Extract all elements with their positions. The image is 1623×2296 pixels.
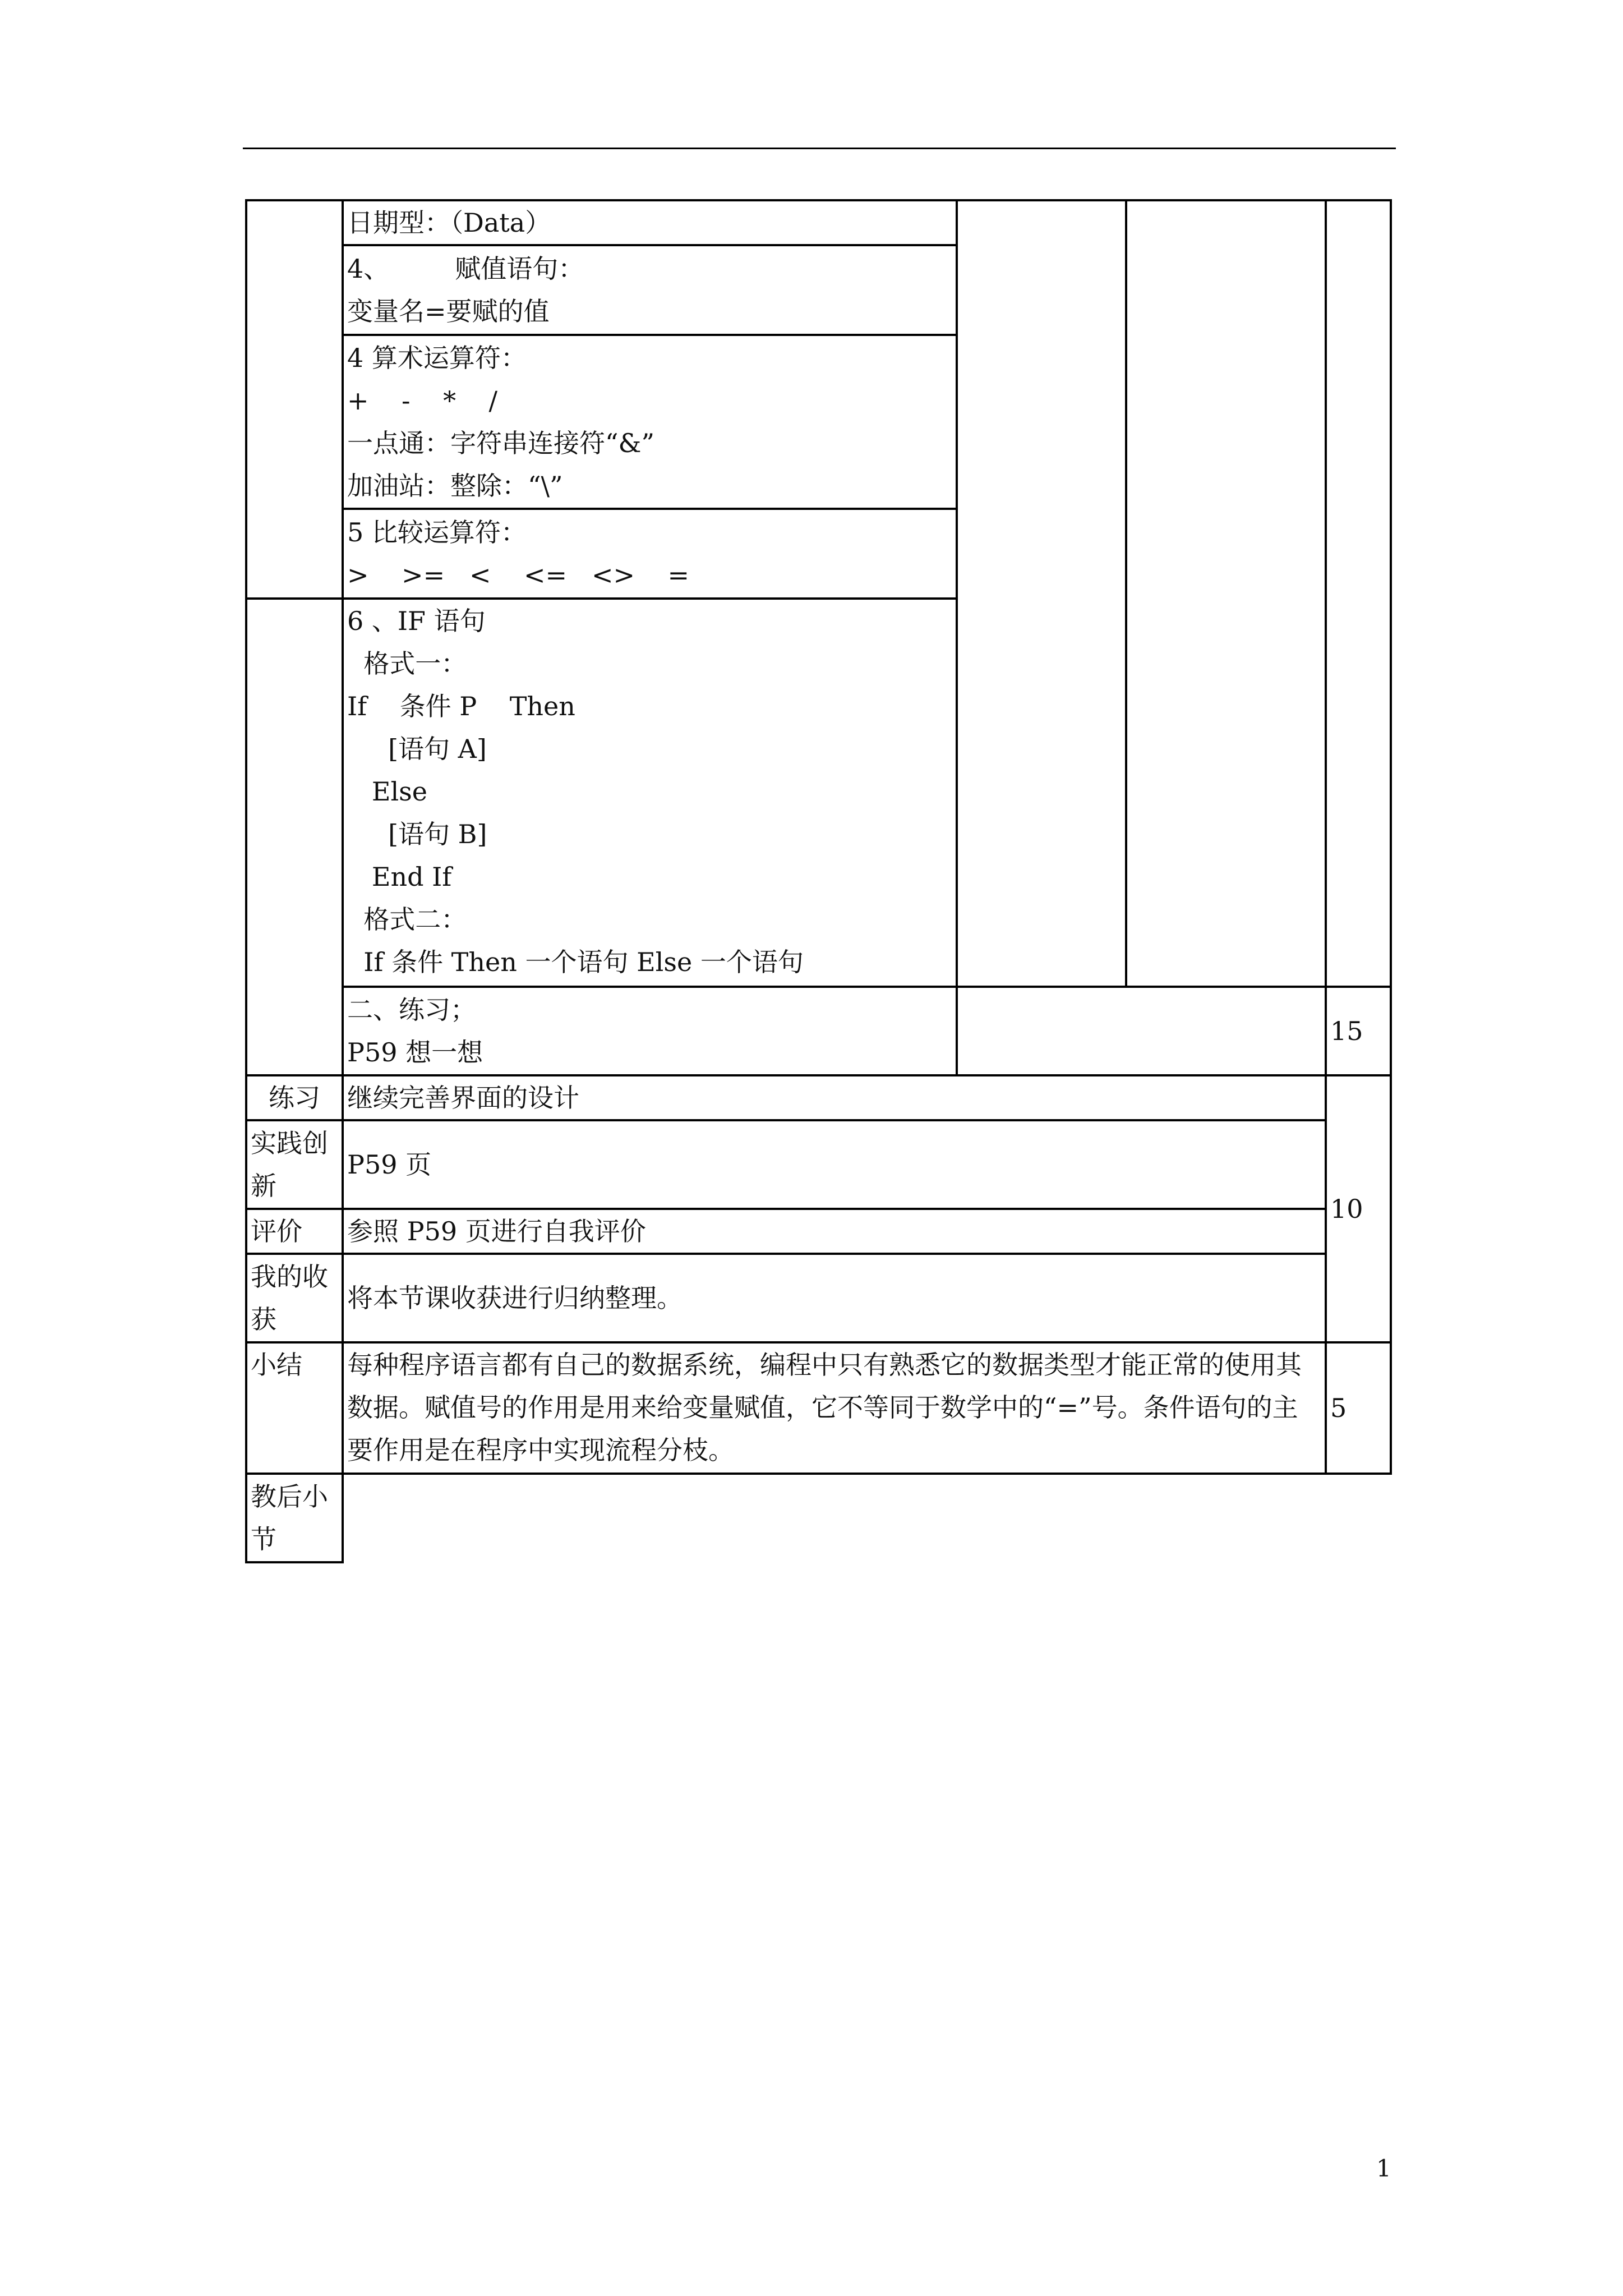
assign-line: 变量名=要赋的值 bbox=[347, 296, 550, 326]
summary-label: 小结 bbox=[251, 1350, 302, 1380]
minutes-cell-1 bbox=[1326, 200, 1391, 987]
assign-line: 4、 赋值语句： bbox=[347, 254, 584, 284]
exercise-line: 二、练习； bbox=[347, 995, 476, 1025]
header-rule bbox=[243, 148, 1396, 149]
if-line: End If bbox=[347, 862, 452, 892]
date-type-cell bbox=[343, 200, 957, 245]
practice-label: 练习 bbox=[269, 1083, 320, 1113]
innovation-text: P59 页 bbox=[347, 1149, 432, 1180]
innovation-label: 实践创新 bbox=[251, 1128, 328, 1201]
exercise-blank-cell bbox=[957, 987, 1326, 1075]
intent-cell bbox=[1126, 200, 1326, 987]
if-line: If 条件 Then 一个语句 Else 一个语句 bbox=[347, 947, 804, 977]
summary-minutes: 5 bbox=[1330, 1393, 1347, 1423]
phase-cell-2 bbox=[246, 599, 343, 1075]
exercise-cell bbox=[343, 987, 957, 1075]
compare-line: > >= < <= <> = bbox=[347, 560, 690, 590]
afterclass-label-cell bbox=[246, 1474, 343, 1562]
summary-minutes-cell bbox=[1326, 1342, 1391, 1474]
summary-text-cell bbox=[343, 1342, 1326, 1474]
harvest-label: 我的收获 bbox=[251, 1262, 328, 1335]
summary-label-cell bbox=[246, 1342, 343, 1474]
phase-cell-1 bbox=[246, 200, 343, 599]
practice-text: 继续完善界面的设计 bbox=[347, 1083, 579, 1113]
compare-cell bbox=[343, 509, 957, 599]
arith-line: 一点通：字符串连接符“&” bbox=[347, 428, 654, 458]
evaluation-text: 参照 P59 页进行自我评价 bbox=[347, 1216, 646, 1246]
if-line: Else bbox=[347, 776, 427, 807]
practice-label-cell bbox=[246, 1075, 343, 1120]
date-type-text: 日期型：（Data） bbox=[347, 208, 551, 238]
group-minutes: 10 bbox=[1330, 1194, 1363, 1224]
evaluation-label: 评价 bbox=[251, 1216, 302, 1246]
innovation-label-cell bbox=[246, 1120, 343, 1209]
harvest-text-cell bbox=[343, 1254, 1326, 1342]
if-line: [语句 B] bbox=[347, 819, 487, 849]
if-line: [语句 A] bbox=[347, 734, 487, 764]
arith-line: 4 算术运算符： bbox=[347, 343, 527, 373]
afterclass-text-cell bbox=[343, 1474, 1391, 1562]
exercise-minutes: 15 bbox=[1330, 1016, 1363, 1046]
lesson-plan-table bbox=[245, 199, 1392, 1563]
innovation-text-cell bbox=[343, 1120, 1326, 1209]
harvest-label-cell bbox=[246, 1254, 343, 1342]
harvest-text: 将本节课收获进行归纳整理。 bbox=[347, 1283, 683, 1313]
if-line: 6 、IF 语句 bbox=[347, 606, 486, 636]
page-number: 1 bbox=[1376, 2155, 1391, 2182]
if-line: 格式一： bbox=[347, 648, 467, 679]
summary-text: 每种程序语言都有自己的数据系统，编程中只有熟悉它的数据类型才能正常的使用其数据。赋值号的作用是用来给变量赋值，它不等同于数学中的“=”号。条件语句的主要作用是在程序中实现流程分枝。 bbox=[347, 1350, 1302, 1465]
if-line: If 条件 P Then bbox=[347, 691, 575, 721]
assign-cell bbox=[343, 245, 957, 335]
afterclass-label: 教后小节 bbox=[251, 1481, 328, 1554]
evaluation-text-cell bbox=[343, 1209, 1326, 1254]
arith-line: + - * / bbox=[347, 385, 498, 416]
practice-text-cell bbox=[343, 1075, 1326, 1120]
exercise-minutes-cell bbox=[1326, 987, 1391, 1075]
evaluation-label-cell bbox=[246, 1209, 343, 1254]
activity-cell bbox=[957, 200, 1126, 987]
arith-cell bbox=[343, 335, 957, 509]
if-statement-cell bbox=[343, 599, 957, 987]
arith-line: 加油站：整除：“\” bbox=[347, 471, 563, 501]
compare-line: 5 比较运算符： bbox=[347, 517, 527, 547]
if-line: 格式二： bbox=[347, 904, 467, 935]
group-minutes-cell bbox=[1326, 1075, 1391, 1342]
exercise-line: P59 想一想 bbox=[347, 1037, 483, 1068]
